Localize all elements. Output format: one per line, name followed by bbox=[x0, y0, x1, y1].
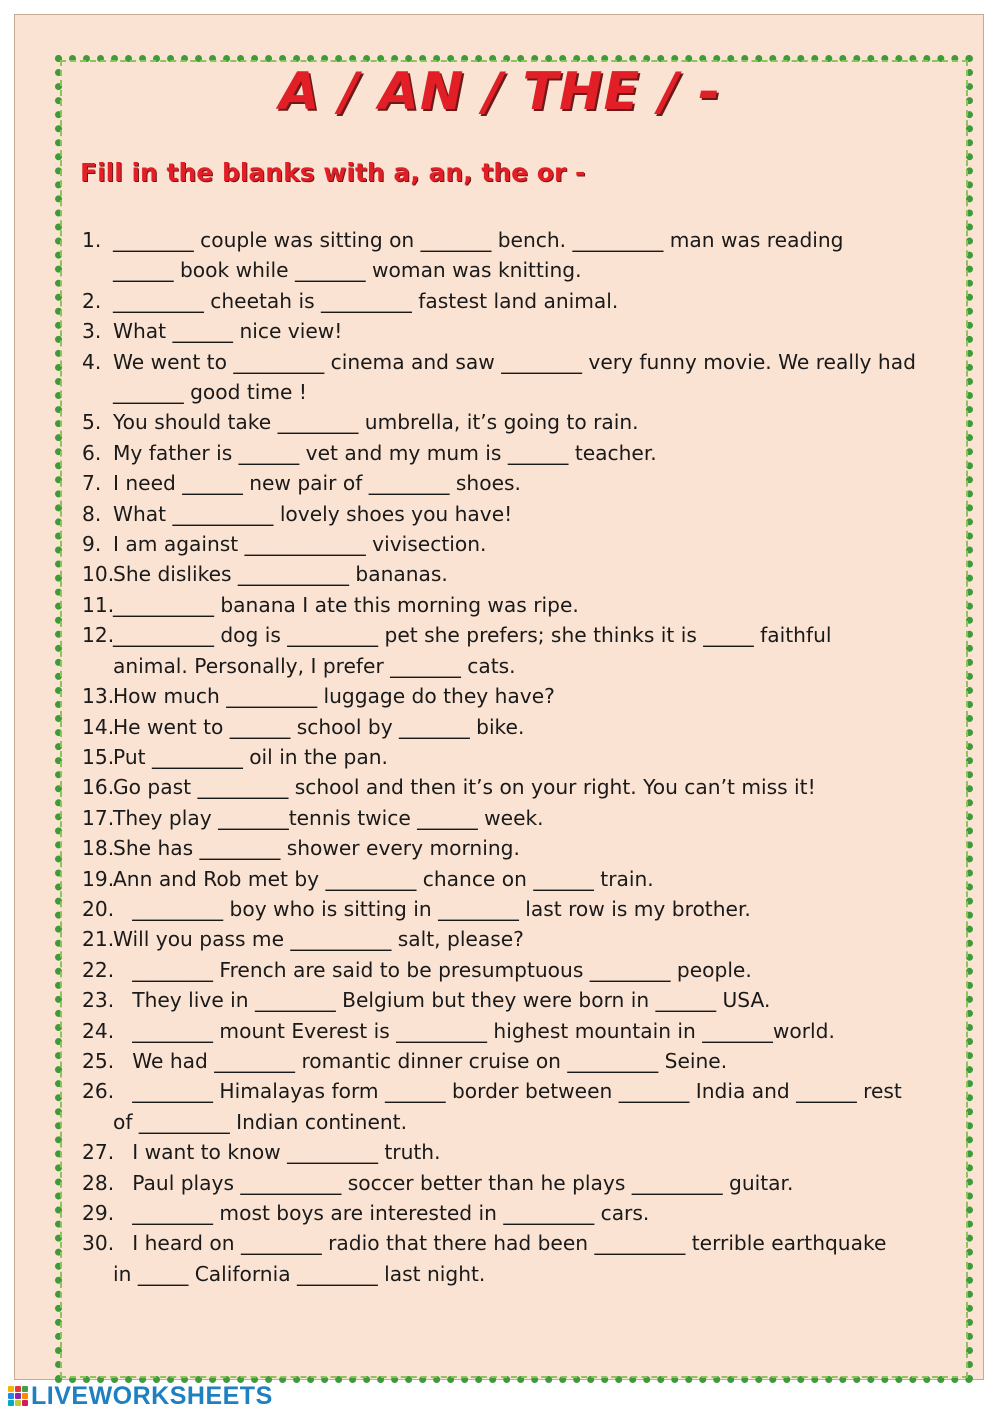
exercise-sentence[interactable]: I need ______ new pair of ________ shoes. bbox=[113, 471, 521, 496]
exercise-number: 21. bbox=[82, 927, 115, 952]
exercise-line bbox=[82, 468, 962, 498]
exercise-number: 25. bbox=[82, 1048, 115, 1073]
exercise-line bbox=[82, 1107, 962, 1137]
exercise-number: 10. bbox=[82, 562, 115, 587]
exercise-sentence[interactable]: We went to _________ cinema and saw ________ very funny movie. We really had bbox=[113, 349, 916, 374]
exercise-number: 30. bbox=[82, 1231, 115, 1256]
exercise-line bbox=[82, 620, 962, 650]
exercise-sentence[interactable]: Paul plays __________ soccer better than he plays _________ guitar. bbox=[113, 1170, 794, 1195]
exercise-number: 13. bbox=[82, 684, 115, 709]
exercise-sentence[interactable]: in _____ California ________ last night. bbox=[113, 1261, 486, 1286]
exercise-number bbox=[82, 255, 113, 285]
exercise-sentence[interactable]: What __________ lovely shoes you have! bbox=[113, 501, 513, 526]
exercise-number: 24. bbox=[82, 1018, 115, 1043]
exercise-sentence[interactable]: ________ most boys are interested in _________ cars. bbox=[113, 1201, 650, 1225]
exercise-line bbox=[82, 955, 962, 985]
exercise-number bbox=[82, 1107, 113, 1137]
exercise-line bbox=[82, 712, 962, 742]
exercise-number: 1. bbox=[82, 228, 102, 252]
exercise-sentence[interactable]: I want to know _________ truth. bbox=[113, 1140, 441, 1165]
exercise-line bbox=[82, 833, 962, 863]
exercise-line bbox=[82, 772, 962, 802]
exercise-sentence[interactable]: ________ couple was sitting on _______ bench. _________ man was reading bbox=[113, 228, 844, 252]
exercise-line bbox=[82, 1076, 962, 1106]
exercise-sentence[interactable]: Put _________ oil in the pan. bbox=[113, 744, 388, 769]
exercise-number bbox=[82, 1259, 113, 1289]
exercise-line bbox=[82, 924, 962, 954]
exercise-sentence[interactable]: Ann and Rob met by _________ chance on ______ train. bbox=[113, 866, 654, 891]
exercise-line bbox=[82, 1046, 962, 1076]
exercise-sentence[interactable]: animal. Personally, I prefer _______ cats. bbox=[113, 653, 516, 678]
exercise-number: 22. bbox=[82, 957, 115, 982]
exercise-line bbox=[82, 407, 962, 437]
exercise-line bbox=[82, 803, 962, 833]
exercise-number: 14. bbox=[82, 714, 115, 739]
exercise-sentence[interactable]: She dislikes ___________ bananas. bbox=[113, 562, 448, 587]
exercise-number: 11. bbox=[82, 592, 115, 617]
exercise-line bbox=[82, 499, 962, 529]
exercise-line bbox=[82, 255, 962, 285]
exercise-line bbox=[82, 347, 962, 377]
exercise-number: 4. bbox=[82, 349, 102, 374]
logo-icon bbox=[8, 1386, 28, 1406]
exercise-number: 16. bbox=[82, 775, 115, 800]
exercise-sentence[interactable]: ________ French are said to be presumptuous ________ people. bbox=[113, 957, 752, 982]
exercise-line bbox=[82, 316, 962, 346]
exercise-line bbox=[82, 864, 962, 894]
exercise-line bbox=[82, 651, 962, 681]
exercise-sentence[interactable]: He went to ______ school by _______ bike. bbox=[113, 714, 525, 739]
exercise-sentence[interactable]: I heard on ________ radio that there had been _________ terrible earthquake bbox=[113, 1231, 887, 1256]
exercise-number: 26. bbox=[82, 1079, 115, 1104]
exercise-line bbox=[82, 681, 962, 711]
exercise-number bbox=[82, 651, 113, 681]
exercise-sentence[interactable]: _______ good time ! bbox=[113, 380, 307, 405]
exercise-line bbox=[82, 1228, 962, 1258]
exercise-sentence[interactable]: You should take ________ umbrella, it’s going to rain. bbox=[113, 410, 639, 435]
exercise-number: 19. bbox=[82, 866, 115, 891]
exercise-sentence[interactable]: ________ Himalayas form ______ border between _______ India and ______ rest bbox=[113, 1079, 902, 1104]
exercise-number: 20. bbox=[82, 896, 115, 921]
exercise-line bbox=[82, 1259, 962, 1289]
exercise-sentence[interactable]: How much _________ luggage do they have? bbox=[113, 684, 555, 709]
exercise-line bbox=[82, 286, 962, 316]
exercise-number: 12. bbox=[82, 623, 115, 648]
exercise-list bbox=[82, 225, 962, 1289]
exercise-line bbox=[82, 377, 962, 407]
exercise-line bbox=[82, 225, 962, 255]
exercise-sentence[interactable]: _________ cheetah is _________ fastest land animal. bbox=[113, 288, 619, 313]
exercise-sentence[interactable]: ______ book while _______ woman was knitting. bbox=[113, 258, 582, 283]
exercise-number: 27. bbox=[82, 1140, 115, 1165]
exercise-number: 7. bbox=[82, 471, 102, 496]
exercise-sentence[interactable]: They play _______tennis twice ______ week. bbox=[113, 805, 544, 830]
exercise-number: 8. bbox=[82, 501, 102, 526]
exercise-sentence[interactable]: I am against ____________ vivisection. bbox=[113, 532, 487, 557]
exercise-sentence[interactable]: of _________ Indian continent. bbox=[113, 1109, 408, 1134]
instructions: Fill in the blanks with a, an, the or - bbox=[80, 158, 586, 187]
exercise-sentence[interactable]: They live in ________ Belgium but they were born in ______ USA. bbox=[113, 988, 771, 1013]
exercise-number: 23. bbox=[82, 988, 115, 1013]
exercise-number bbox=[82, 377, 113, 407]
exercise-sentence[interactable]: _________ boy who is sitting in ________ last row is my brother. bbox=[113, 896, 751, 921]
exercise-sentence[interactable]: What ______ nice view! bbox=[113, 319, 343, 344]
exercise-line bbox=[82, 438, 962, 468]
exercise-sentence[interactable]: Go past _________ school and then it’s on your right. You can’t miss it! bbox=[113, 775, 816, 800]
exercise-number: 18. bbox=[82, 836, 115, 861]
exercise-number: 17. bbox=[82, 805, 115, 830]
exercise-line bbox=[82, 742, 962, 772]
exercise-number: 28. bbox=[82, 1170, 115, 1195]
brand-name: LIVEWORKSHEETS bbox=[31, 1381, 273, 1410]
exercise-sentence[interactable]: __________ banana I ate this morning was ripe. bbox=[113, 592, 579, 617]
exercise-sentence[interactable]: My father is ______ vet and my mum is ______ teacher. bbox=[113, 440, 657, 465]
exercise-number: 2. bbox=[82, 288, 102, 313]
exercise-number: 6. bbox=[82, 440, 102, 465]
liveworksheets-logo[interactable] bbox=[8, 1381, 273, 1410]
exercise-number: 29. bbox=[82, 1201, 115, 1225]
exercise-sentence[interactable]: ________ mount Everest is _________ highest mountain in _______world. bbox=[113, 1018, 835, 1043]
exercise-sentence[interactable]: __________ dog is _________ pet she prefers; she thinks it is _____ faithful bbox=[113, 623, 832, 648]
exercise-line bbox=[82, 529, 962, 559]
exercise-line bbox=[82, 590, 962, 620]
exercise-line bbox=[82, 1016, 962, 1046]
exercise-line bbox=[82, 1137, 962, 1167]
exercise-sentence[interactable]: We had ________ romantic dinner cruise on _________ Seine. bbox=[113, 1048, 728, 1073]
exercise-number: 9. bbox=[82, 532, 102, 557]
exercise-number: 5. bbox=[82, 410, 102, 435]
exercise-sentence[interactable]: Will you pass me __________ salt, please? bbox=[113, 927, 524, 952]
exercise-line bbox=[82, 1198, 962, 1228]
exercise-sentence[interactable]: She has ________ shower every morning. bbox=[113, 836, 520, 861]
exercise-line bbox=[82, 559, 962, 589]
exercise-number: 15. bbox=[82, 744, 115, 769]
exercise-line bbox=[82, 1168, 962, 1198]
exercise-line bbox=[82, 985, 962, 1015]
exercise-number: 3. bbox=[82, 319, 102, 344]
exercise-line bbox=[82, 894, 962, 924]
worksheet-title: A / AN / THE / - bbox=[279, 62, 721, 122]
